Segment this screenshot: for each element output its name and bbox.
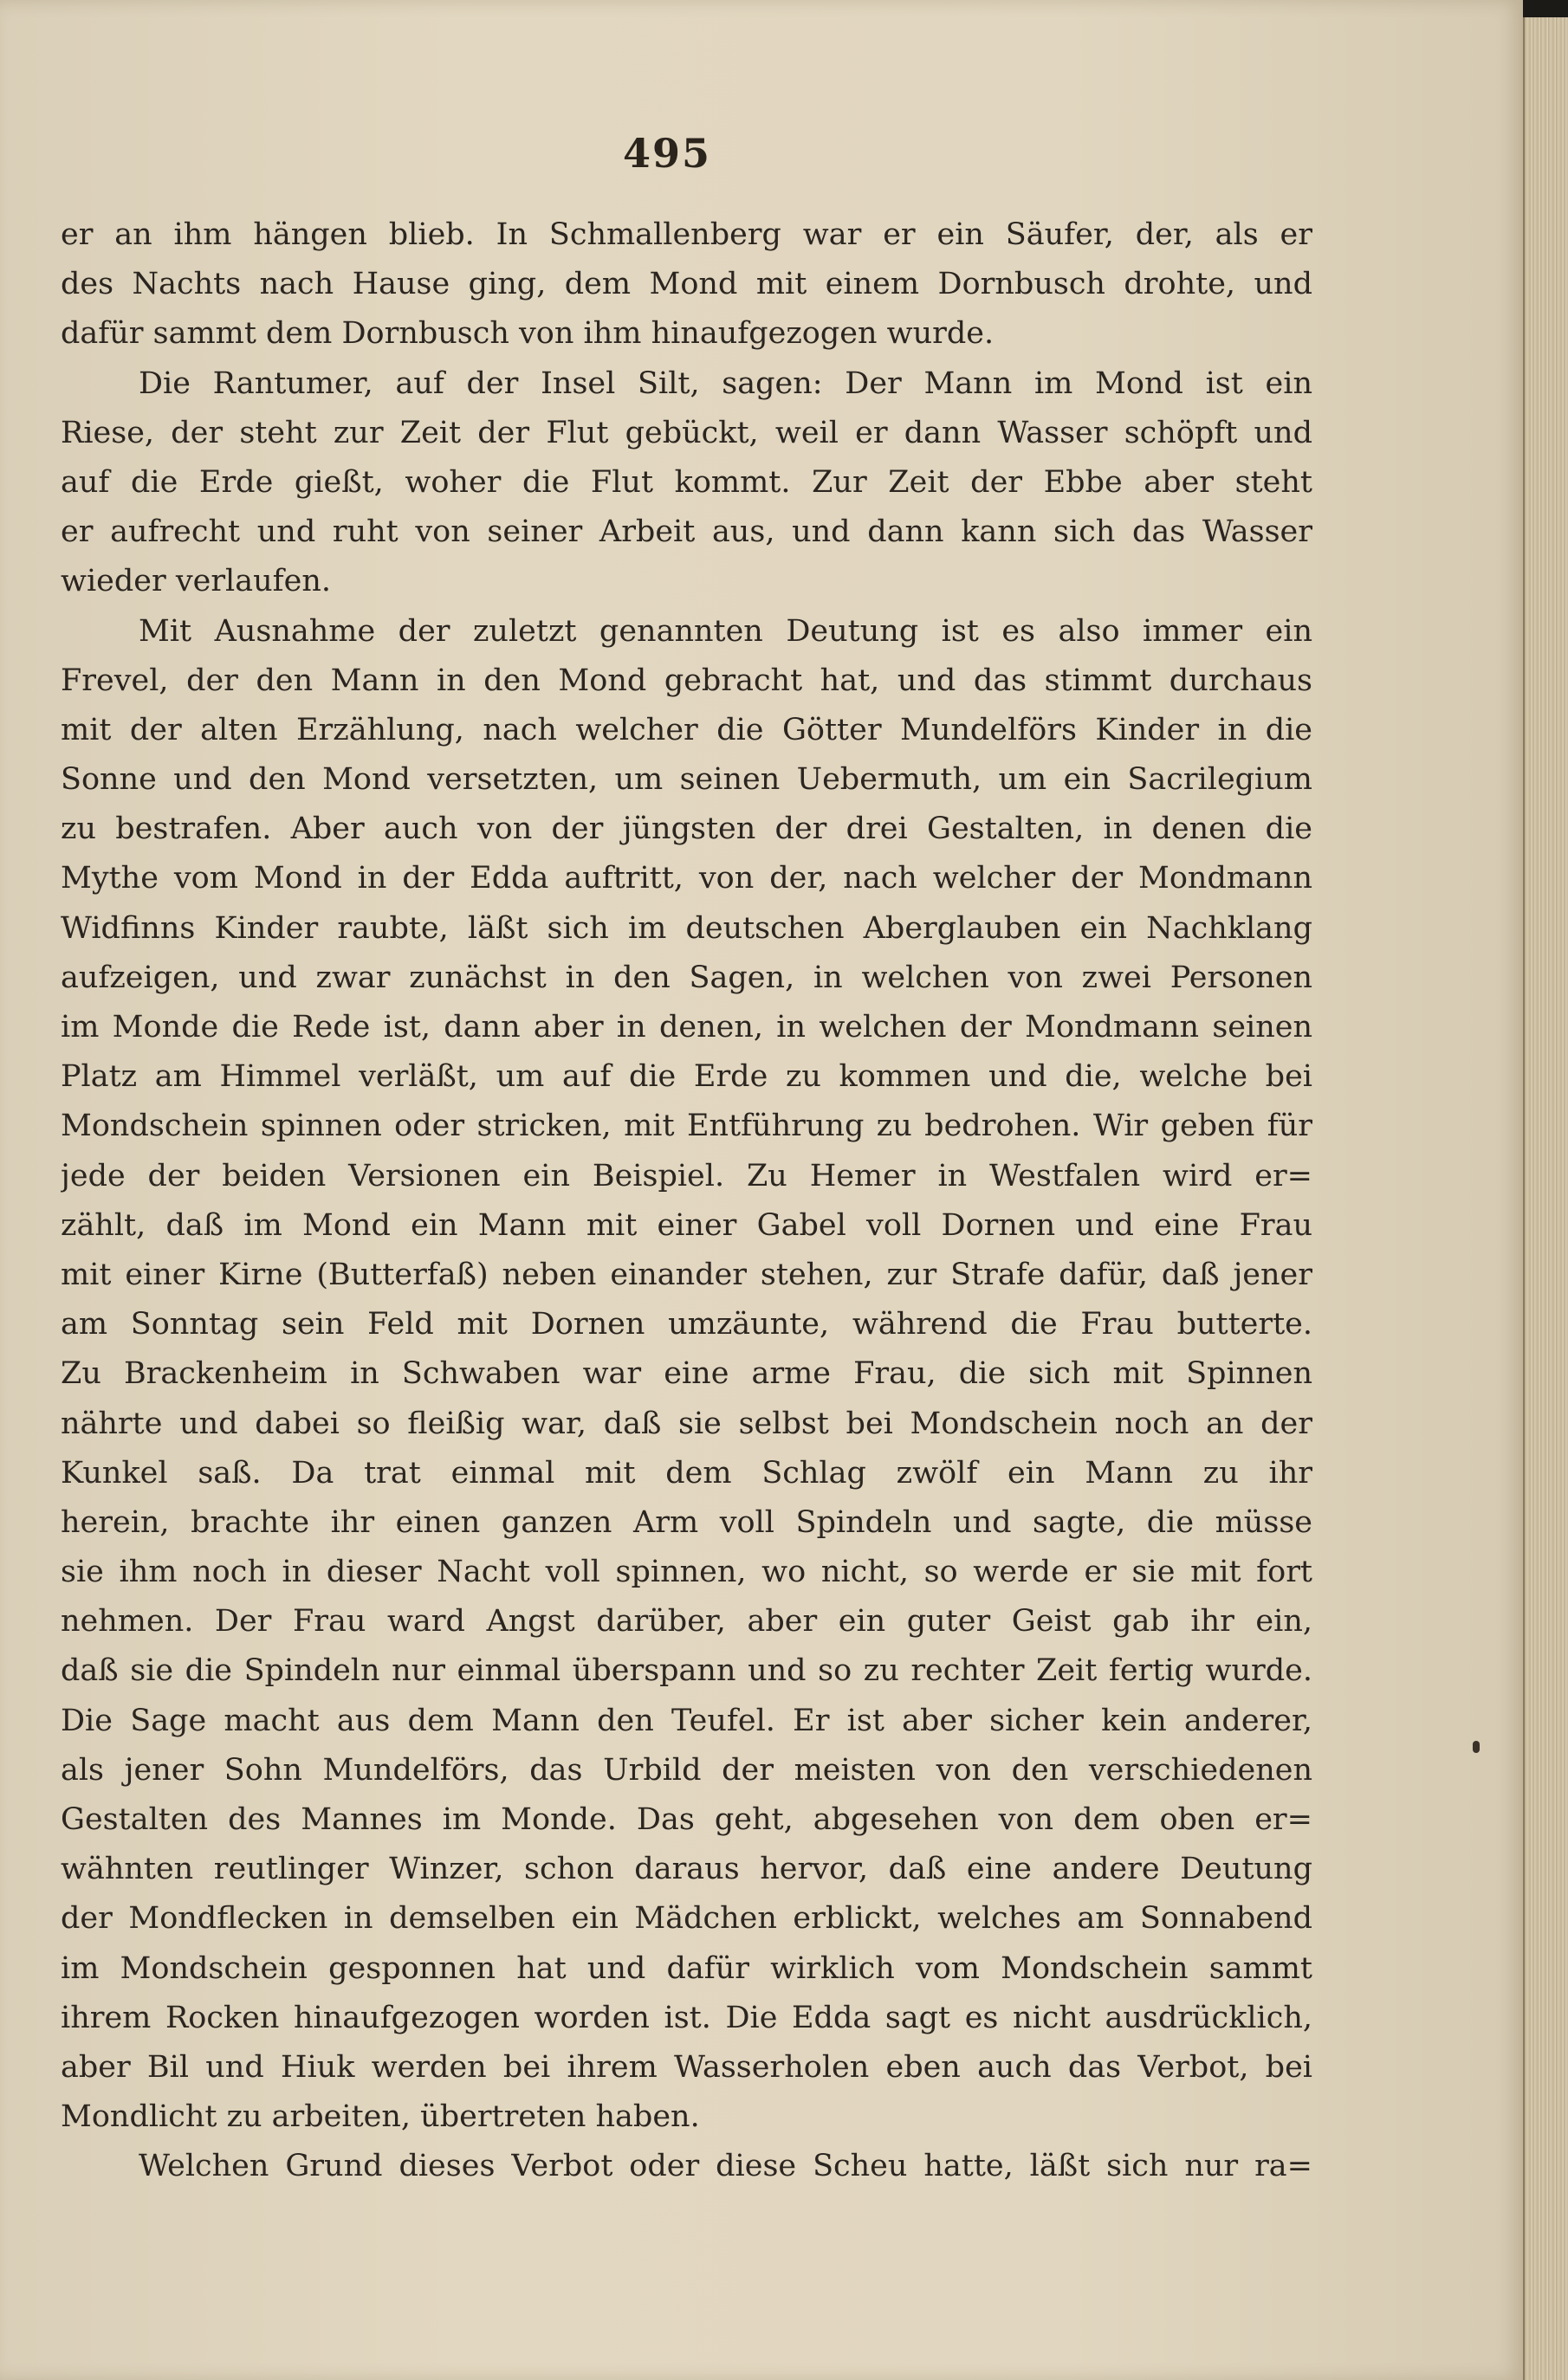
text-line: auf die Erde gießt, woher die Flut kommt. Zur Zeit der Ebbe aber steht: [61, 464, 1312, 500]
text-line: sie ihm noch in dieser Nacht voll spinnen, wo nicht, so werde er sie mit fort: [61, 1555, 1312, 1590]
text-line: im Monde die Rede ist, dann aber in denen, in welchen der Mondmann seinen: [61, 1010, 1312, 1044]
text-line: nährte und dabei so fleißig war, daß sie selbst bei Mondschein noch an der: [61, 1406, 1312, 1441]
text-line: daß sie die Spindeln nur einmal überspann und so zu rechter Zeit fertig wurde.: [61, 1653, 1312, 1689]
text-line: zu bestrafen. Aber auch von der jüngsten der drei Gestalten, in denen die: [61, 812, 1312, 847]
text-line: Mit Ausnahme der zuletzt genannten Deutung ist es also immer ein: [139, 613, 1312, 649]
text-line: aufzeigen, und zwar zunächst in den Sagen, in welchen von zwei Personen: [61, 960, 1312, 995]
text-line: als jener Sohn Mundelförs, das Urbild der meisten von den verschiedenen: [61, 1752, 1312, 1788]
text-line: Gestalten des Mannes im Monde. Das geht, abgesehen von dem oben er=: [61, 1802, 1312, 1837]
text-line: zählt, daß im Mond ein Mann mit einer Gabel voll Dornen und eine Frau: [61, 1207, 1312, 1243]
text-line: Sonne und den Mond versetzten, um seinen Uebermuth, um ein Sacrilegium: [61, 762, 1312, 798]
text-line: Frevel, der den Mann in den Mond gebracht hat, und das stimmt durchaus: [61, 663, 1312, 698]
text-line: des Nachts nach Hause ging, dem Mond mit einem Dornbusch drohte, und: [61, 267, 1312, 302]
text-line: wähnten reutlinger Winzer, schon daraus hervor, daß eine andere Deutung: [61, 1852, 1312, 1887]
background-corner: [1523, 0, 1568, 17]
body-text: [61, 210, 1312, 2192]
text-line: Widfinns Kinder raubte, läßt sich im deutschen Aberglauben ein Nachklang: [61, 910, 1312, 946]
page-number: 495: [622, 130, 712, 177]
text-line: wieder verlaufen.: [61, 564, 331, 599]
text-line: Die Rantumer, auf der Insel Silt, sagen: Der Mann im Mond ist ein: [139, 365, 1312, 401]
text-line: Mondlicht zu arbeiten, übertreten haben.: [61, 2099, 700, 2135]
text-line: Kunkel saß. Da trat einmal mit dem Schlag zwölf ein Mann zu ihr: [61, 1455, 1312, 1491]
text-line: dafür sammt dem Dornbusch von ihm hinaufgezogen wurde.: [61, 316, 995, 352]
text-line: aber Bil und Hiuk werden bei ihrem Wasserholen eben auch das Verbot, bei: [61, 2049, 1312, 2085]
text-line: Zu Brackenheim in Schwaben war eine arme Frau, die sich mit Spinnen: [61, 1356, 1312, 1392]
text-line: Welchen Grund dieses Verbot oder diese Scheu hatte, läßt sich nur ra=: [139, 2149, 1312, 2184]
page-stack-edge: [1523, 17, 1568, 2380]
text-line: herein, brachte ihr einen ganzen Arm voll Spindeln und sagte, die müsse: [61, 1504, 1312, 1540]
text-line: im Mondschein gesponnen hat und dafür wirklich vom Mondschein sammt: [61, 1950, 1312, 1986]
text-line: nehmen. Der Frau ward Angst darüber, aber ein guter Geist gab ihr ein,: [61, 1604, 1312, 1639]
text-line: ihrem Rocken hinaufgezogen worden ist. Die Edda sagt es nicht ausdrücklich,: [61, 2000, 1312, 2035]
text-line: mit einer Kirne (Butterfaß) neben einander stehen, zur Strafe dafür, daß jener: [61, 1257, 1312, 1292]
text-line: er an ihm hängen blieb. In Schmallenberg war er ein Säufer, der, als er: [61, 217, 1312, 252]
margin-ink-mark: [1473, 1741, 1480, 1753]
text-line: jede der beiden Versionen ein Beispiel. Zu Hemer in Westfalen wird er=: [61, 1158, 1312, 1193]
text-line: der Mondflecken in demselben ein Mädchen erblickt, welches am Sonnabend: [61, 1901, 1312, 1937]
text-line: er aufrecht und ruht von seiner Arbeit aus, und dann kann sich das Wasser: [61, 514, 1312, 550]
text-line: Platz am Himmel verläßt, um auf die Erde zu kommen und die, welche bei: [61, 1059, 1312, 1095]
text-line: Riese, der steht zur Zeit der Flut gebückt, weil er dann Wasser schöpft und: [61, 415, 1312, 450]
text-line: mit der alten Erzählung, nach welcher die Götter Mundelförs Kinder in die: [61, 712, 1312, 747]
text-line: Die Sage macht aus dem Mann den Teufel. Er ist aber sicher kein anderer,: [61, 1703, 1312, 1738]
text-line: Mythe vom Mond in der Edda auftritt, von der, nach welcher der Mondmann: [61, 861, 1312, 896]
text-line: am Sonntag sein Feld mit Dornen umzäunte, während die Frau butterte.: [61, 1307, 1312, 1342]
text-line: Mondschein spinnen oder stricken, mit Entführung zu bedrohen. Wir geben für: [61, 1109, 1312, 1144]
